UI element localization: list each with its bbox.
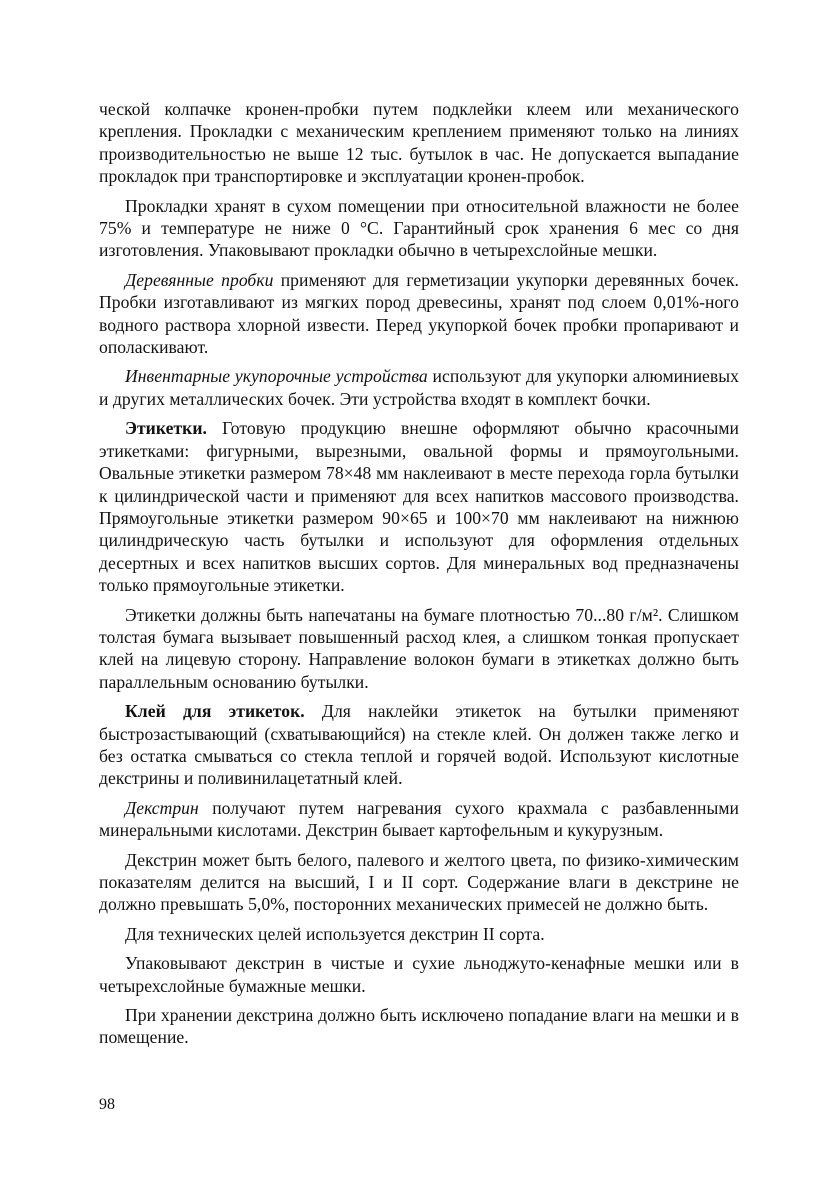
heading-labels: Этикетки. xyxy=(125,418,207,439)
paragraph-text: ческой колпачке кронен-пробки путем подклейки клеем или механического крепления. Прокладки с механическим креплением применяют только на линиях производительностью не выше 12 тыс. бутылок в час. Не допускается выпадание прокладок при транспортировке и эксплуатации кронен-пробок. xyxy=(99,99,739,187)
paragraph-text: Для технических целей используется декстрин II сорта. xyxy=(125,923,545,944)
paragraph-text: используют для укупорки алюминиевых и других металлических бочек. Эти устройства входят в комплект бочки. xyxy=(99,366,739,409)
paragraph-continuation xyxy=(99,98,739,188)
paragraph-text: Декстрин может быть белого, палевого и желтого цвета, по физико-химическим показателям делится на высший, I и II сорт. Содержание влаги в декстрине не должно превышать 5,0%, посторонних механических примесей не должно быть. xyxy=(99,849,739,915)
paragraph-text: применяют для герметизации укупорки деревянных бочек. Пробки изготавливают из мягких пород древесины, хранят под слоем 0,01%-ного водного раствора хлорной извести. Перед укупоркой бочек пробки пропаривают и ополаскивают. xyxy=(99,269,740,358)
paragraph-text: Упаковывают декстрин в чистые и сухие льноджуто-кенафные мешки или в четырехслойные бумажные мешки. xyxy=(99,953,739,996)
paragraph-text: Для наклейки этикеток на бутылки применяют быстрозастывающий (схватывающийся) на стекле клей. Он должен также легко и без остатка смываться со стекла теплой и горячей водой. Используют кислотные декстрины и поливинилацетатный клей. xyxy=(99,701,739,789)
paragraph-text: При хранении декстрина должно быть исключено попадание влаги на мешки и в помещение. xyxy=(99,1005,739,1048)
paragraph-text: Этикетки должны быть напечатаны на бумаге плотностью 70...80 г/м². Слишком толстая бумага вызывает повышенный расход клея, а слишком тонкая пропускает клей на лицевую сторону. Направление волокон бумаги в этикетках должно быть параллельным основанию бутылки. xyxy=(99,604,739,692)
paragraph-dextrin xyxy=(99,797,739,842)
paragraph-dextrin-grades xyxy=(99,849,739,916)
page-number: 98 xyxy=(99,1096,115,1113)
paragraph-gasket-storage xyxy=(99,195,739,262)
paragraph-text: получают путем нагревания сухого крахмала с разбавленными минеральными кислотами. Декстрин бывает картофельным и кукурузным. xyxy=(99,797,739,841)
paragraph-labels xyxy=(99,417,739,596)
paragraph-label-paper xyxy=(99,604,739,694)
page-body xyxy=(99,98,739,1056)
term-dextrin: Декстрин xyxy=(125,797,199,818)
paragraph-inventory-devices xyxy=(99,365,739,410)
paragraph-text: Готовую продукцию внешне оформляют обычно красочными этикетками: фигурными, вырезными, овальной формы и прямоугольными. Овальные этикетки размером 78×48 мм наклеивают в месте перехода горла бутылки к цилиндрической части и применяют для всех напитков массового производства. Прямоугольные этикетки размером 90×65 и 100×70 мм наклеивают на нижнюю цилиндрическую часть бутылки и используют для оформления отдельных десертных и всех напитков высших сортов. Для минеральных вод предназначены только прямоугольные этикетки. xyxy=(99,418,739,596)
heading-label-glue: Клей для этикеток. xyxy=(125,701,305,722)
term-wooden-stoppers: Деревянные пробки xyxy=(125,269,274,290)
paragraph-dextrin-storage xyxy=(99,1004,739,1049)
paragraph-wooden-stoppers xyxy=(99,269,739,359)
paragraph-dextrin-packing xyxy=(99,952,739,997)
paragraph-label-glue xyxy=(99,700,739,790)
term-inventory-devices: Инвентарные укупорочные устройства xyxy=(125,366,428,387)
paragraph-text: Прокладки хранят в сухом помещении при относительной влажности не более 75% и температуре не ниже 0 °С. Гарантийный срок хранения 6 мес со дня изготовления. Упаковывают прокладки обычно в четырехслойные мешки. xyxy=(99,195,739,261)
paragraph-dextrin-technical xyxy=(99,923,739,945)
